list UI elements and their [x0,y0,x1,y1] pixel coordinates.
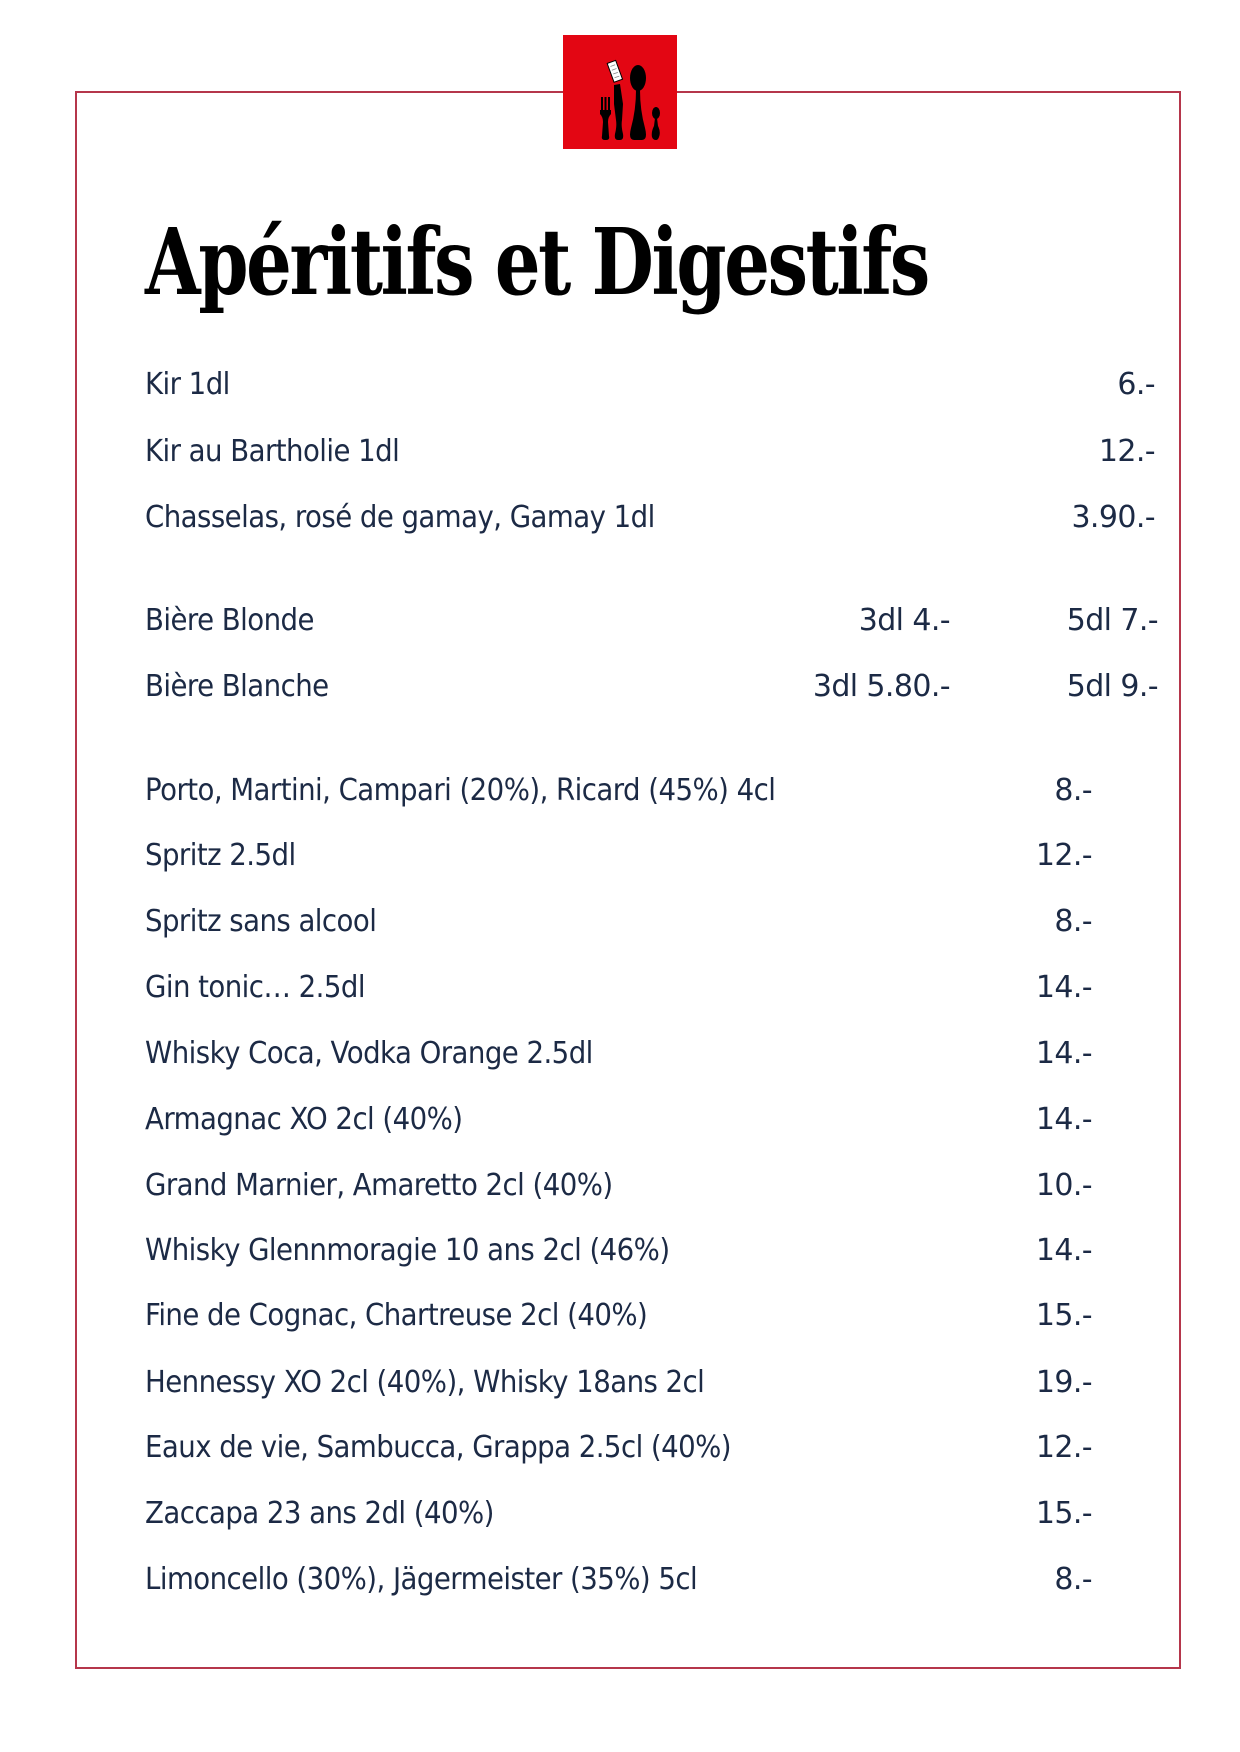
item-price-3dl: 3dl 4.- [858,603,950,638]
item-name: Porto, Martini, Campari (20%), Ricard (45%) 4cl [145,773,776,808]
item-price-5dl: 5dl 7.- [1066,603,1158,638]
menu-item [145,1426,1145,1470]
item-price: 19.- [1035,1365,1092,1400]
item-name: Spritz sans alcool [145,904,377,939]
restaurant-logo [563,35,677,149]
menu-item [145,1032,1145,1076]
item-price: 14.- [1035,970,1092,1005]
menu-item [145,1558,1145,1602]
menu-item [145,496,1155,540]
item-price: 15.- [1035,1496,1092,1531]
item-price: 14.- [1035,1233,1092,1268]
item-name: Gin tonic… 2.5dl [145,970,365,1005]
item-price: 12.- [1035,1430,1092,1465]
item-price-3dl: 3dl 5.80.- [812,669,950,704]
item-name: Chasselas, rosé de gamay, Gamay 1dl [145,500,655,535]
item-name: Armagnac XO 2cl (40%) [145,1102,463,1137]
item-name: Hennessy XO 2cl (40%), Whisky 18ans 2cl [145,1365,705,1400]
item-price: 8.- [1054,1562,1092,1597]
item-price: 6.- [1117,367,1155,402]
item-price: 14.- [1035,1102,1092,1137]
item-name: Whisky Coca, Vodka Orange 2.5dl [145,1036,593,1071]
menu-item [145,363,1155,407]
item-name: Spritz 2.5dl [145,838,296,873]
menu-item [145,1492,1145,1536]
item-price: 12.- [1098,434,1155,469]
item-price: 3.90.- [1071,500,1155,535]
item-price: 12.- [1035,838,1092,873]
item-price: 14.- [1035,1036,1092,1071]
cutlery-icon [563,35,677,149]
menu-item [145,1294,1145,1338]
item-name: Kir 1dl [145,367,230,402]
item-price: 15.- [1035,1298,1092,1333]
item-price: 8.- [1054,904,1092,939]
menu-item [145,1361,1145,1405]
menu-item [145,834,1145,878]
item-name: Bière Blanche [145,669,329,704]
menu-item [145,769,1145,813]
menu-item-beer [145,665,1158,709]
item-name: Kir au Bartholie 1dl [145,434,400,469]
item-name: Eaux de vie, Sambucca, Grappa 2.5cl (40%) [145,1430,732,1465]
page-title: Apéritifs et Digestifs [145,208,928,316]
menu-item [145,966,1145,1010]
item-price-5dl: 5dl 9.- [1066,669,1158,704]
menu-item-beer [145,599,1158,643]
item-name: Grand Marnier, Amaretto 2cl (40%) [145,1168,613,1203]
item-price: 10.- [1035,1168,1092,1203]
menu-item [145,1164,1145,1208]
menu-item [145,1229,1145,1273]
item-name: Fine de Cognac, Chartreuse 2cl (40%) [145,1298,648,1333]
menu-item [145,900,1145,944]
item-name: Bière Blonde [145,603,314,638]
item-name: Limoncello (30%), Jägermeister (35%) 5cl [145,1562,698,1597]
menu-item [145,430,1155,474]
item-name: Zaccapa 23 ans 2dl (40%) [145,1496,494,1531]
item-price: 8.- [1054,773,1092,808]
item-name: Whisky Glennmoragie 10 ans 2cl (46%) [145,1233,670,1268]
menu-item [145,1098,1145,1142]
